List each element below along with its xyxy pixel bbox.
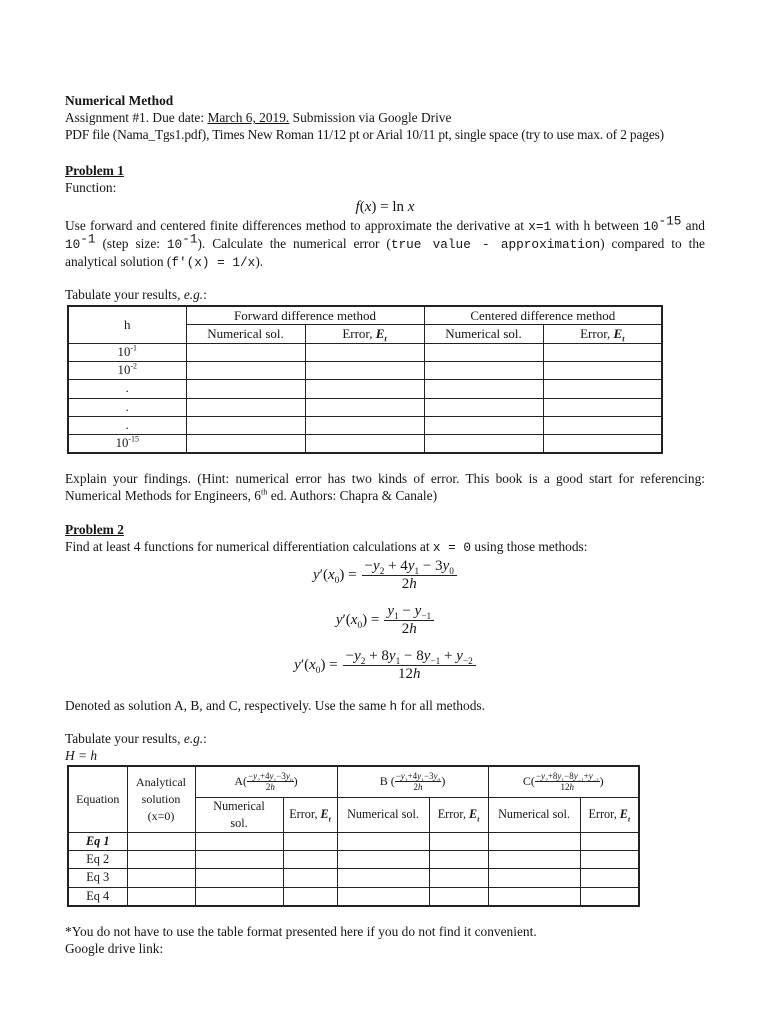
t1-row-label: $10^{-2}$ bbox=[68, 362, 186, 380]
t1-group-forward: Forward difference method bbox=[186, 306, 424, 325]
formula-solution-a bbox=[65, 558, 705, 593]
table-row bbox=[68, 887, 639, 906]
t2-row-label: Eq 2 bbox=[68, 851, 127, 869]
problem1-statement: Use forward and centered finite differences method to approximate the derivative at x=1 with h between $10^{-15}$ and $10^{-1}$ (step size: $10^{-1}$). Calculate the numerical error (true value - approximation) compared to the analytical solution (f'(x) = 1/x). bbox=[65, 213, 705, 271]
empty-cell bbox=[127, 833, 195, 851]
tabulate-label-1: Tabulate your results, e.g.: bbox=[65, 286, 207, 302]
t2-group-b-suffix: ) bbox=[441, 774, 446, 789]
formula-a-numerator: $-y_2 + 4y_1 - 3y_0$ bbox=[362, 558, 457, 576]
function-formula: f(x) = ln x bbox=[355, 199, 415, 216]
table-row bbox=[68, 380, 662, 398]
findings-note: Explain your findings. (Hint: numerical error has two kinds of error. This book is a good start for referencing: Numerical Methods for Engineers, 6th ed. Authors: Chapra & Canale) bbox=[65, 471, 705, 504]
empty-cell bbox=[305, 344, 424, 362]
t2-group-c-prefix: C( bbox=[522, 774, 535, 789]
empty-cell bbox=[424, 380, 543, 398]
empty-cell bbox=[580, 833, 639, 851]
t1-group-centered: Centered difference method bbox=[424, 306, 662, 325]
formula-b-fraction bbox=[384, 603, 434, 638]
t2-group-c-denominator: 12h bbox=[560, 782, 575, 793]
empty-cell bbox=[127, 851, 195, 869]
formula-c-fraction bbox=[343, 648, 476, 683]
t2-group-a-suffix: ) bbox=[293, 774, 298, 789]
t1-row-label: . bbox=[68, 398, 186, 416]
table-row bbox=[68, 344, 662, 362]
empty-cell bbox=[186, 362, 305, 380]
empty-cell bbox=[283, 869, 337, 887]
formula-b-lhs: $y'(x_0)$ = bbox=[335, 611, 380, 631]
t1-sub-error-forward: Error, $E_t$ bbox=[305, 325, 424, 344]
t1-row-label: . bbox=[68, 380, 186, 398]
empty-cell bbox=[424, 398, 543, 416]
empty-cell bbox=[488, 887, 580, 906]
empty-cell bbox=[283, 851, 337, 869]
formula-c-denominator: 12h bbox=[398, 666, 421, 683]
empty-cell bbox=[305, 380, 424, 398]
t2-group-b-denominator: 2h bbox=[413, 782, 423, 793]
empty-cell bbox=[337, 887, 429, 906]
empty-cell bbox=[337, 869, 429, 887]
t2-row-label: Eq 4 bbox=[68, 887, 127, 906]
results-table-2 bbox=[67, 765, 640, 907]
t1-sub-numerical-forward: Numerical sol. bbox=[186, 325, 305, 344]
h-note: H = h bbox=[65, 748, 98, 764]
empty-cell bbox=[429, 887, 488, 906]
footnote: *You do not have to use the table format presented here if you do not find it convenient. bbox=[65, 923, 537, 939]
denoted-note: Denoted as solution A, B, and C, respectively. Use the same h for all methods. bbox=[65, 698, 485, 715]
formula-a-lhs: $y'(x_0)$ = bbox=[313, 566, 357, 586]
empty-cell bbox=[580, 887, 639, 906]
results-table-1 bbox=[67, 305, 663, 454]
formula-a-denominator: 2h bbox=[401, 576, 417, 593]
empty-cell bbox=[488, 851, 580, 869]
formula-solution-b bbox=[65, 603, 705, 638]
table-row bbox=[68, 416, 662, 434]
t1-sub-error-centered: Error, $E_t$ bbox=[543, 325, 662, 344]
assignment-line: Assignment #1. Due date: March 6, 2019. Submission via Google Drive bbox=[65, 110, 452, 126]
empty-cell bbox=[543, 380, 662, 398]
format-line: PDF file (Nama_Tgs1.pdf), Times New Roman 11/12 pt or Arial 10/11 pt, single space (try to use max. of 2 pages) bbox=[65, 127, 664, 143]
t1-col-h: h bbox=[68, 306, 186, 344]
empty-cell bbox=[305, 362, 424, 380]
table-row bbox=[68, 851, 639, 869]
t1-row-label: . bbox=[68, 416, 186, 434]
formula-c-lhs: $y'(x_0)$ = bbox=[294, 656, 338, 676]
empty-cell bbox=[424, 435, 543, 454]
t2-group-a-numerator: $-y_2+4y_1-3y_0$ bbox=[248, 770, 293, 784]
t2-group-b-numerator: $-y_2+4y_1-3y_0$ bbox=[395, 770, 441, 784]
formula-solution-c bbox=[65, 648, 705, 683]
formula-b-denominator: 2h bbox=[401, 621, 417, 638]
empty-cell bbox=[543, 435, 662, 454]
t1-sub-numerical-centered: Numerical sol. bbox=[424, 325, 543, 344]
function-label: Function: bbox=[65, 179, 117, 195]
formula-a-fraction bbox=[362, 558, 457, 593]
empty-cell bbox=[195, 869, 283, 887]
doc-title: Numerical Method bbox=[65, 93, 174, 108]
empty-cell bbox=[429, 851, 488, 869]
t2-group-c bbox=[488, 766, 639, 798]
table-row bbox=[68, 362, 662, 380]
empty-cell bbox=[543, 344, 662, 362]
formula-b-numerator: $y_1 - y_{-1}$ bbox=[384, 603, 434, 621]
table-row bbox=[68, 398, 662, 416]
empty-cell bbox=[580, 869, 639, 887]
t2-group-a-fraction bbox=[247, 771, 294, 793]
t2-group-a bbox=[195, 766, 337, 798]
empty-cell bbox=[305, 435, 424, 454]
t2-group-c-numerator: $-y_2+8y_1-8y_{-1}+y_{-2}$ bbox=[535, 770, 599, 784]
t2-col-equation: Equation bbox=[68, 766, 127, 833]
table-row bbox=[68, 833, 639, 851]
empty-cell bbox=[283, 833, 337, 851]
empty-cell bbox=[337, 833, 429, 851]
problem1-section-head bbox=[65, 162, 705, 179]
t1-row-label: $10^{-1}$ bbox=[68, 344, 186, 362]
empty-cell bbox=[429, 833, 488, 851]
empty-cell bbox=[424, 416, 543, 434]
empty-cell bbox=[195, 851, 283, 869]
table-row bbox=[68, 435, 662, 454]
t2-sub-numerical-a: Numerical sol. bbox=[195, 797, 283, 832]
empty-cell bbox=[186, 416, 305, 434]
t2-row-label: Eq 1 bbox=[68, 833, 127, 851]
empty-cell bbox=[283, 887, 337, 906]
empty-cell bbox=[429, 869, 488, 887]
empty-cell bbox=[337, 851, 429, 869]
empty-cell bbox=[186, 435, 305, 454]
table-row bbox=[68, 869, 639, 887]
problem1-heading: Problem 1 bbox=[65, 162, 124, 178]
empty-cell bbox=[543, 398, 662, 416]
t2-col-analytical: Analytical solution (x=0) bbox=[127, 766, 195, 833]
empty-cell bbox=[305, 416, 424, 434]
t2-group-b bbox=[337, 766, 488, 798]
empty-cell bbox=[543, 416, 662, 434]
problem2-section-head bbox=[65, 521, 705, 538]
empty-cell bbox=[195, 833, 283, 851]
empty-cell bbox=[424, 344, 543, 362]
t2-group-b-fraction bbox=[395, 771, 442, 793]
empty-cell bbox=[186, 380, 305, 398]
t2-sub-error-b: Error, $E_t$ bbox=[429, 797, 488, 832]
tabulate-label-2: Tabulate your results, e.g.: bbox=[65, 731, 207, 747]
empty-cell bbox=[580, 851, 639, 869]
empty-cell bbox=[127, 887, 195, 906]
t2-sub-numerical-b: Numerical sol. bbox=[337, 797, 429, 832]
empty-cell bbox=[186, 398, 305, 416]
t2-group-b-prefix: B ( bbox=[379, 774, 395, 789]
t2-sub-error-a: Error, $E_t$ bbox=[283, 797, 337, 832]
empty-cell bbox=[488, 869, 580, 887]
t1-row-label: $10^{-15}$ bbox=[68, 435, 186, 454]
empty-cell bbox=[488, 833, 580, 851]
formula-c-numerator: $-y_2 + 8y_1 - 8y_{-1} + y_{-2}$ bbox=[343, 648, 476, 666]
t2-row-label: Eq 3 bbox=[68, 869, 127, 887]
gdrive-label: Google drive link: bbox=[65, 941, 164, 957]
t2-group-c-suffix: ) bbox=[599, 774, 604, 789]
empty-cell bbox=[305, 398, 424, 416]
t2-group-a-denominator: 2h bbox=[265, 782, 275, 793]
t1-group-row bbox=[68, 306, 662, 325]
empty-cell bbox=[424, 362, 543, 380]
t2-sub-error-c: Error, $E_t$ bbox=[580, 797, 639, 832]
problem2-heading: Problem 2 bbox=[65, 521, 124, 537]
empty-cell bbox=[186, 344, 305, 362]
empty-cell bbox=[543, 362, 662, 380]
t2-group-c-fraction bbox=[535, 771, 600, 793]
t2-sub-numerical-c: Numerical sol. bbox=[488, 797, 580, 832]
t2-group-a-prefix: A( bbox=[234, 774, 248, 789]
empty-cell bbox=[127, 869, 195, 887]
empty-cell bbox=[195, 887, 283, 906]
t2-group-row bbox=[68, 766, 639, 798]
problem2-intro: Find at least 4 functions for numerical differentiation calculations at x = 0 using those methods: bbox=[65, 538, 588, 555]
